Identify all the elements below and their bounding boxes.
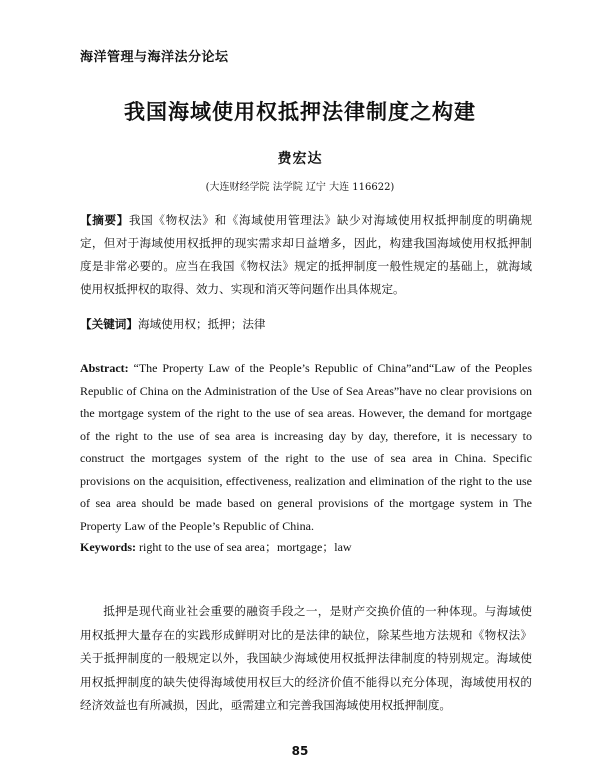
author-name: 费宏达 (277, 151, 323, 167)
author-affiliation: (大连财经学院 法学院 辽宁 大连 116622) (205, 182, 395, 193)
abstract-cn-label: 【摘要】 (80, 213, 129, 227)
keywords-cn-text: 海域使用权；抵押；法律 (137, 317, 266, 331)
keywords-cn (80, 313, 532, 336)
keywords-en (80, 536, 532, 559)
keywords-en-label: Keywords: (80, 540, 136, 554)
abstract-en-text: “The Property Law of the People’s Republic of China”and“Law of the Peoples Republic of China on the Administration of the Use of Sea Areas”have no clear provisions on the mortgage system of the right to the use of sea areas. However, the demand for mortgage of the right to the use of sea area is increasing day by day, therefore, it is necessary to construct the mortgages system of the right to the use of sea area in China. Specific provisions on the acquisition, effectiveness, realization and elimination of the right to the use of sea area should be made based on general provisions of the mortgage system in The Property Law of the People’s Republic of China. (80, 361, 532, 533)
page-number: 85 (291, 744, 309, 758)
article-title: 我国海域使用权抵押法律制度之构建 (124, 100, 476, 124)
keywords-cn-label: 【关键词】 (80, 317, 138, 331)
abstract-cn (80, 209, 532, 301)
abstract-en (80, 357, 532, 537)
abstract-en-label: Abstract: (80, 361, 129, 375)
body-paragraph: 抵押是现代商业社会重要的融资手段之一，是财产交换价值的一种体现。与海域使用权抵押大量存在的实践形成鲜明对比的是法律的缺位，除某些地方法规和《物权法》关于抵押制度的一般规定以外，我国缺少海域使用权抵押法律制度的特别规定。海域使用权抵押制度的缺失使得海域使用权巨大的经济价值不能得以充分体现，海域使用权的经济效益也有所减损，因此，亟需建立和完善我国海域使用权抵押制度。 (80, 604, 532, 712)
abstract-cn-text: 我国《物权法》和《海域使用管理法》缺少对海域使用权抵押制度的明确规定，但对于海域使用权抵押的现实需求却日益增多，因此，构建我国海域使用权抵押制度是非常必要的。应当在我国《物权法》规定的抵押制度一般性规定的基础上，就海域使用权抵押权的取得、效力、实现和消灭等问题作出具体规定。 (80, 213, 532, 296)
running-header: 海洋管理与海洋法分论坛 (80, 50, 229, 65)
keywords-en-text: right to the use of sea area；mortgage；law (139, 540, 352, 554)
